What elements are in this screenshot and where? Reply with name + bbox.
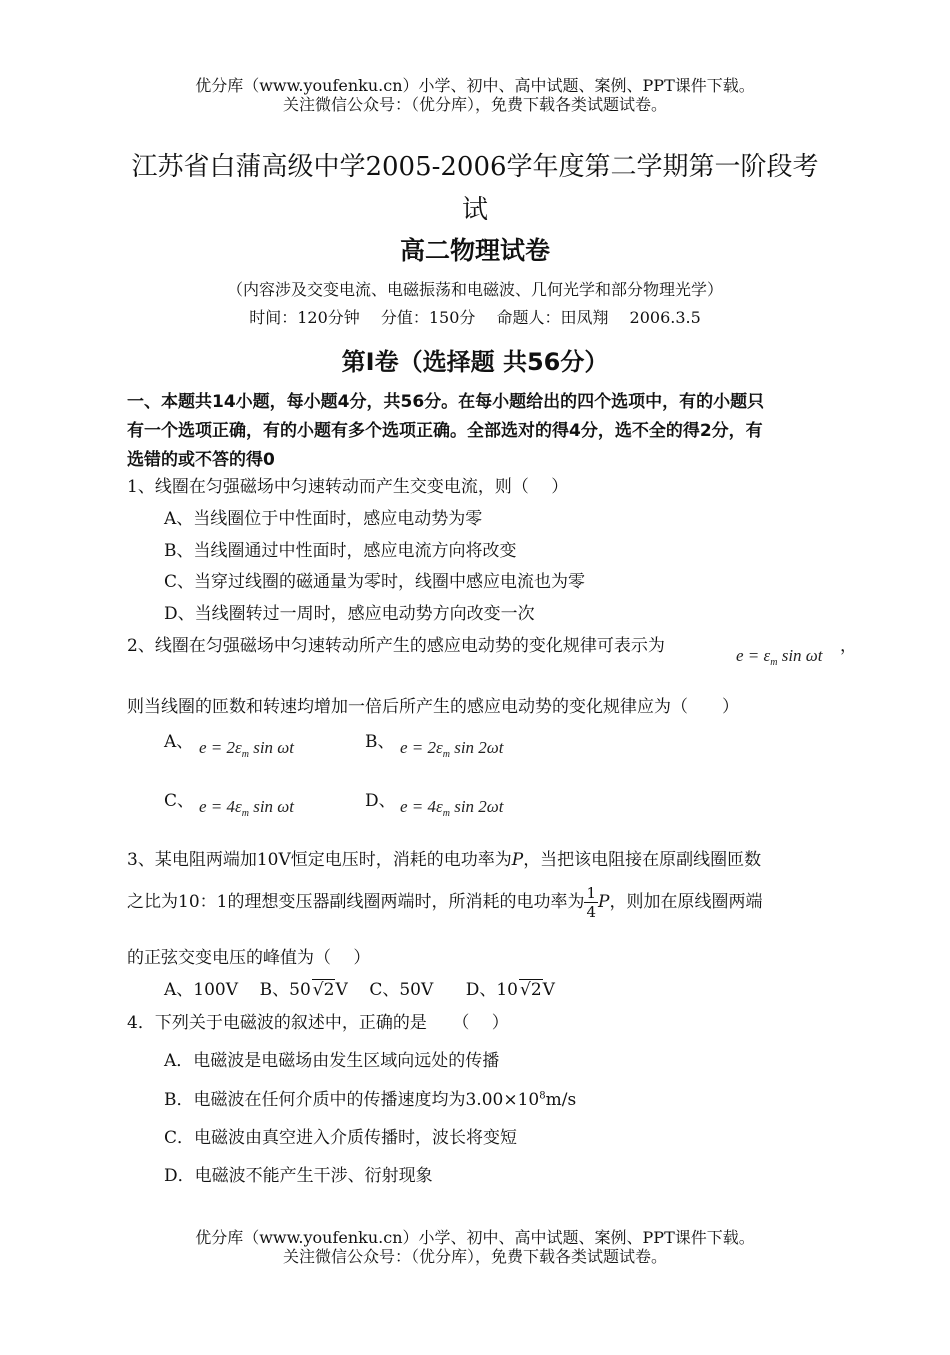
section-instructions-3: 选错的或不答的得0 [127, 450, 275, 470]
question-2-option-d-label: D、 [365, 791, 396, 811]
question-2-stem: 2、线圈在匀强磁场中匀速转动所产生的感应电动势的变化规律可表示为 [127, 636, 665, 656]
question-4-option-c: C．电磁波由真空进入介质传播时，波长将变短 [164, 1128, 518, 1148]
exam-title-line-1: 江苏省白蒲高级中学2005-2006学年度第二学期第一阶段考 [131, 152, 819, 182]
question-2-option-d: $e = 4\varepsilon_m$ sin 2ωt [400, 797, 504, 819]
exam-info: 时间：120分钟 分值：150分 命题人：田凤翔 2006.3.5 [249, 308, 701, 327]
question-4-option-d: D．电磁波不能产生干涉、衍射现象 [164, 1166, 433, 1186]
question-3-option-d: D、10 √2V [465, 980, 555, 1000]
quarter-fraction: $\frac{1}{4}$ [586, 884, 596, 921]
question-3-option-c: C、50V [369, 980, 434, 1000]
question-3-option-a: A、100V [164, 980, 239, 1000]
question-2-comma: ， [840, 636, 857, 656]
question-2-stem-2: 则当线圈的匝数和转速均增加一倍后所产生的感应电动势的变化规律应为（ ） [127, 697, 739, 717]
exam-title-line-2: 试 [461, 195, 488, 225]
exam-subtitle: 高二物理试卷 [399, 236, 550, 265]
question-4-option-b: B．电磁波在任何介质中的传播速度均为$3.00\times 10^8m/s$ [164, 1090, 577, 1110]
question-2-option-a: $e = 2\varepsilon_m$ sin ωt [199, 738, 295, 760]
question-1-stem: 1、线圈在匀强磁场中匀速转动而产生交变电流，则（ ） [127, 477, 569, 497]
question-4-option-a: A．电磁波是电磁场由发生区域向远处的传播 [164, 1051, 500, 1071]
question-4-stem: 4．下列关于电磁波的叙述中，正确的是 （ ） [127, 1013, 509, 1033]
section-instructions-1: 一、本题共14小题，每小题4分，共56分。在每小题给出的四个选项中，有的小题只 [127, 392, 765, 412]
question-1-option-b: B、当线圈通过中性面时，感应电流方向将改变 [164, 541, 517, 561]
header-line-1: 优分库（www.youfenku.cn）小学、初中、高中试题、案例、PPT课件下载。 [195, 76, 755, 95]
question-1-option-a: A、当线圈位于中性面时，感应电动势为零 [164, 509, 483, 529]
question-2-option-b: $e = 2\varepsilon_m$ sin 2ωt [400, 738, 504, 760]
question-2-option-c: $e = 4\varepsilon_m$ sin ωt [199, 797, 295, 819]
question-1-option-c: C、当穿过线圈的磁通量为零时，线圈中感应电流也为零 [164, 572, 586, 592]
question-2-option-b-label: B、 [365, 732, 395, 752]
question-2-option-a-label: A、 [164, 732, 194, 752]
footer-line-1: 优分库（www.youfenku.cn）小学、初中、高中试题、案例、PPT课件下载。 [195, 1228, 755, 1247]
header-line-2: 关注微信公众号：（优分库），免费下载各类试题试卷。 [282, 95, 667, 114]
exam-scope: （内容涉及交变电流、电磁振荡和电磁波、几何光学和部分物理光学） [226, 280, 723, 299]
footer-line-2: 关注微信公众号：（优分库），免费下载各类试题试卷。 [282, 1247, 667, 1266]
question-1-option-d: D、当线圈转过一周时，感应电动势方向改变一次 [164, 604, 535, 624]
question-3-line-2: 之比为10：1的理想变压器副线圈两端时，所消耗的电功率为 $\frac{1}{4}P$，则加在原线圈两端 [127, 884, 763, 921]
question-3-options [164, 975, 555, 1000]
question-2-formula: $e = \varepsilon_m$ sin ωt [736, 646, 823, 668]
question-2-option-c-label: C、 [164, 791, 195, 811]
section-heading: 第Ⅰ卷（选择题 共56分） [341, 348, 609, 376]
question-3-option-b: B、50 √2V [259, 980, 348, 1000]
section-instructions-2: 有一个选项正确，有的小题有多个选项正确。全部选对的得4分，选不全的得2分，有 [127, 421, 763, 441]
question-3-line-3: 的正弦交变电压的峰值为（ ） [127, 948, 371, 968]
question-3-line-1: 3、某电阻两端加10V恒定电压时，消耗的电功率为P，当把该电阻接在原副线圈匝数 [127, 850, 762, 870]
